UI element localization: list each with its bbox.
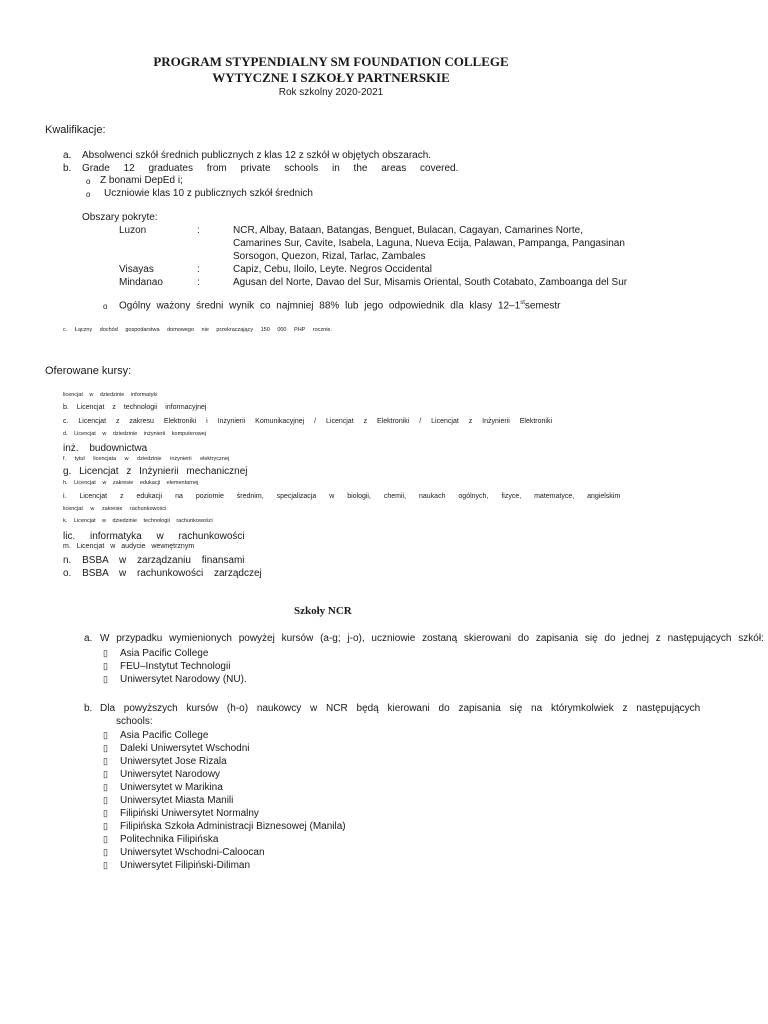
ncr-b-text2: schools:	[116, 716, 153, 727]
sub-bullet: o	[103, 302, 108, 311]
school-year: Rok szkolny 2020-2021	[278, 87, 384, 98]
course-c: c. Licencjat z zakresu Elektroniki i Inżynierii Komunikacyjnej / Licencjat z Elektroniki / Licencjat z Inżynierii Elektroniki	[63, 418, 553, 425]
qual-sub2: Uczniowie klas 10 z publicznych szkół średnich	[104, 188, 313, 199]
course-n: n. BSBA w zarządzaniu finansami	[63, 555, 245, 566]
qual-c-text: c. Łączny dochód gospodarstwa domowego nie przekraczający 150 000 PHP rocznie.	[63, 327, 333, 333]
qual-a-marker: a.	[63, 150, 72, 161]
area-colon: :	[197, 225, 200, 236]
square-bullet-icon: ▯	[103, 834, 108, 844]
square-bullet-icon: ▯	[103, 743, 108, 753]
qual-b-text: Grade 12 graduates from private schools in the areas covered.	[82, 163, 459, 174]
document-subtitle: WYTYCZNE I SZKOŁY PARTNERSKIE	[212, 70, 450, 85]
ncr-b-school-item: Daleki Uniwersytet Wschodni	[120, 743, 250, 754]
ncr-a-school-item: Uniwersytet Narodowy (NU).	[120, 674, 247, 685]
ncr-heading: Szkoły NCR	[294, 605, 352, 617]
area-visayas-text: Capiz, Cebu, Iloilo, Leyte. Negros Occidental	[233, 264, 432, 275]
gwa-text: Ogólny ważony średni wynik co najmniej 88% lub jego odpowiednik dla klasy 12–1	[119, 300, 521, 312]
area-colon: :	[197, 264, 200, 275]
qual-b-marker: b.	[63, 163, 72, 174]
area-luzon-line2: Camarines Sur, Cavite, Isabela, Laguna, Nueva Ecija, Palawan, Pampanga, Pangasinan	[233, 238, 625, 249]
document-title: PROGRAM STYPENDIALNY SM FOUNDATION COLLEGE	[153, 54, 509, 69]
area-luzon-line1: NCR, Albay, Bataan, Batangas, Benguet, Bulacan, Cagayan, Camarines Norte,	[233, 225, 584, 236]
course-g: g. Licencjat z Inżynierii mechanicznej	[63, 466, 248, 477]
area-mindanao-text: Agusan del Norte, Davao del Sur, Misamis Oriental, South Cotabato, Zamboanga del Sur	[233, 277, 628, 288]
course-e: inż. budownictwa	[63, 443, 148, 454]
course-i: i. Licencjat z edukacji na poziomie średnim, specjalizacja w biologii, chemii, naukach ogólnych, fizyce, matematyce, angielskim	[63, 493, 621, 500]
gwa-sup: st	[520, 300, 525, 306]
square-bullet-icon: ▯	[103, 847, 108, 857]
ncr-b-school-item: Uniwersytet Wschodni-Caloocan	[120, 847, 265, 858]
square-bullet-icon: ▯	[103, 808, 108, 818]
course-m: m. Licencjat w audycie wewnętrznym	[63, 543, 195, 550]
ncr-a-text: W przypadku wymienionych powyżej kursów (a-g; j-o), uczniowie zostaną skierowani do zapisania się do jednej z następujących szkół:	[100, 633, 764, 644]
square-bullet-icon: ▯	[103, 769, 108, 779]
qual-sub1: Z bonami DepEd i;	[100, 175, 183, 186]
ncr-b-school-item: Uniwersytet Narodowy	[120, 769, 221, 780]
course-d: d. Licencjat w dziedzinie inżynierii komputerowej	[63, 431, 207, 437]
ncr-a-marker: a.	[84, 633, 93, 644]
course-k: k. Licencjat w dziedzinie technologii rachunkowości	[63, 518, 213, 524]
square-bullet-icon: ▯	[103, 782, 108, 792]
square-bullet-icon: ▯	[103, 674, 108, 684]
area-colon: :	[197, 277, 200, 288]
ncr-b-school-item: Uniwersytet Jose Rizala	[120, 756, 227, 767]
square-bullet-icon: ▯	[103, 730, 108, 740]
course-o: o. BSBA w rachunkowości zarządczej	[63, 568, 262, 579]
gwa-end: semestr	[524, 300, 561, 312]
course-b: b. Licencjat z technologii informacyjnej	[63, 404, 207, 411]
area-luzon-line3: Sorsogon, Quezon, Rizal, Tarlac, Zambales	[233, 251, 426, 262]
qual-a-text	[82, 150, 480, 161]
square-bullet-icon: ▯	[103, 661, 108, 671]
sub-bullet: o	[86, 177, 91, 186]
square-bullet-icon: ▯	[103, 756, 108, 766]
square-bullet-icon: ▯	[103, 795, 108, 805]
ncr-a-school-item: FEU–Instytut Technologii	[120, 661, 231, 672]
gwa-requirement	[119, 300, 560, 311]
course-a: licencjat w dziedzinie informatyki	[63, 392, 158, 398]
square-bullet-icon: ▯	[103, 648, 108, 658]
area-visayas-label: Visayas	[119, 264, 154, 275]
qual-a-text-content: Absolwenci szkół średnich publicznych z klas 12 z szkół w objętych obszarach.	[82, 150, 432, 161]
ncr-b-school-item: Politechnika Filipińska	[120, 834, 219, 845]
ncr-b-school-item: Uniwersytet Miasta Manili	[120, 795, 234, 806]
sub-bullet: o	[86, 190, 91, 199]
ncr-b-school-item: Uniwersytet w Marikina	[120, 782, 223, 793]
course-i2: licencjat w zakresie rachunkowości	[63, 506, 167, 512]
ncr-b-school-item: Filipińska Szkoła Administracji Biznesowej (Manila)	[120, 821, 346, 832]
square-bullet-icon: ▯	[103, 821, 108, 831]
ncr-b-school-item: Asia Pacific College	[120, 730, 209, 741]
areas-heading: Obszary pokryte:	[82, 212, 158, 223]
area-mindanao-label: Mindanao	[119, 277, 163, 288]
square-bullet-icon: ▯	[103, 860, 108, 870]
ncr-b-text: Dla powyższych kursów (h-o) naukowcy w NCR będą kierowani do zapisania się na którymkolwiek z następujących	[100, 703, 701, 714]
ncr-a-school-item: Asia Pacific College	[120, 648, 209, 659]
course-l: lic. informatyka w rachunkowości	[63, 531, 245, 542]
ncr-b-school-item: Uniwersytet Filipiński-Diliman	[120, 860, 251, 871]
qualifications-heading: Kwalifikacje:	[45, 124, 106, 136]
course-f: f. tytuł licencjata w dziedzinie inżynierii elektrycznej	[63, 456, 230, 462]
courses-heading: Oferowane kursy:	[45, 365, 132, 377]
area-luzon-label: Luzon	[119, 225, 147, 236]
course-h: h. Licencjat w zakresie edukacji elementarnej	[63, 480, 199, 486]
ncr-b-marker: b.	[84, 703, 93, 714]
ncr-b-school-item: Filipiński Uniwersytet Normalny	[120, 808, 259, 819]
